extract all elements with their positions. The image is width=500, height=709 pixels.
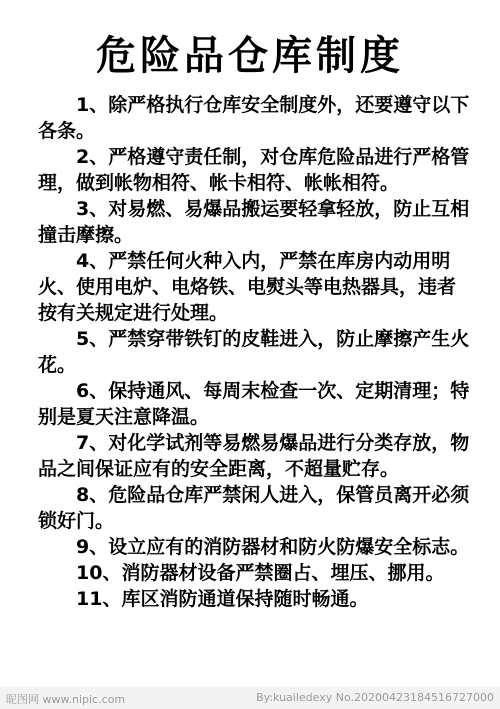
rule-item: 8、危险品仓库严禁闲人进入，保管员离开必须锁好门。: [38, 484, 470, 532]
watermark-bar: [0, 687, 500, 709]
rule-item: 6、保持通风、每周末检查一次、定期清理；特别是夏天注意降温。: [38, 380, 470, 428]
watermark-site: 昵图网 www.nipic.com: [6, 693, 126, 706]
page-title: 危险品仓库制度: [96, 33, 404, 79]
rule-item: 3、对易燃、易爆品搬运要轻拿轻放，防止互相撞击摩擦。: [38, 198, 470, 246]
rule-item: 7、对化学试剂等易燃易爆品进行分类存放，物品之间保证应有的安全距离，不超量贮存。: [38, 432, 470, 480]
rule-item: 5、严禁穿带铁钉的皮鞋进入，防止摩擦产生火花。: [38, 328, 470, 376]
rule-item: 4、严禁任何火种入内，严禁在库房内动用明火、使用电炉、电烙铁、电熨头等电热器具，违者按有关规定进行处理。: [38, 250, 457, 324]
rule-item: 2、严格遵守责任制，对仓库危险品进行严格管理，做到帐物相符、帐卡相符、帐帐相符。: [38, 146, 470, 194]
rules-list: [38, 92, 470, 612]
rule-item: 11、库区消防通道保持随时畅通。: [76, 588, 369, 610]
rule-item: 9、设立应有的消防器材和防火防爆安全标志。: [76, 536, 470, 558]
rule-item: 1、除严格执行仓库安全制度外，还要遵守以下各条。: [38, 94, 470, 142]
rule-item: 10、消防器材设备严禁圈占、埋压、挪用。: [76, 562, 445, 584]
watermark-id: By:kuailedexy No.20200423184516727000: [256, 691, 494, 704]
